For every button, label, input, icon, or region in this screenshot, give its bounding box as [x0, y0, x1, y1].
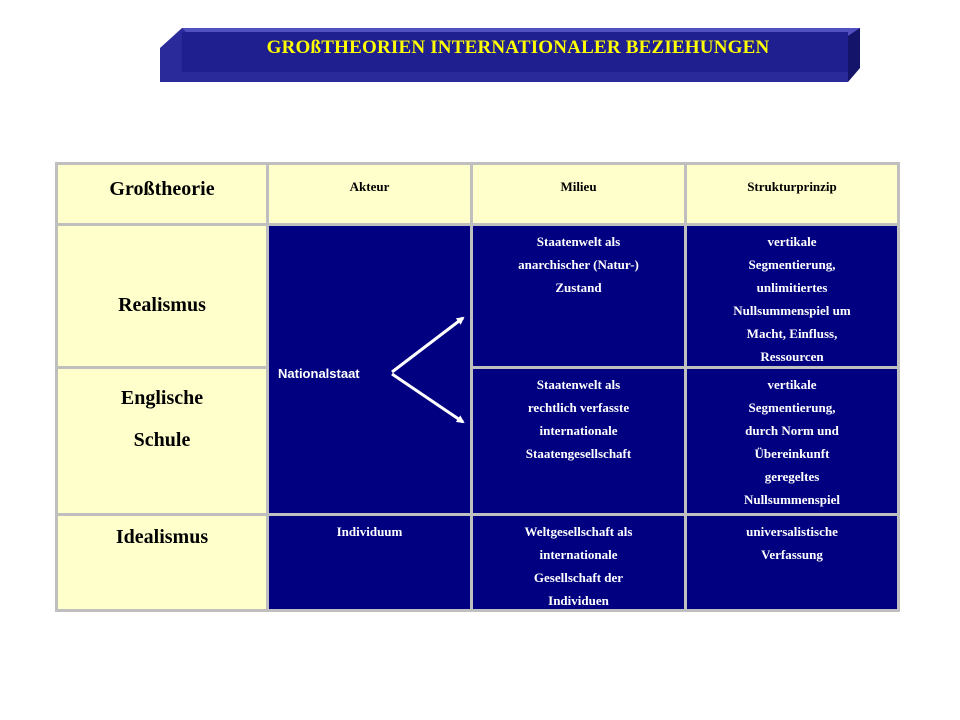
struktur-realismus-cell: vertikale Segmentierung, unlimitiertes Nullsummenspiel um Macht, Einfluss, Ressourcen — [687, 226, 897, 366]
header-strukturprinzip: Strukturprinzip — [687, 165, 897, 223]
theory-table — [55, 162, 900, 612]
header-akteur: Akteur — [269, 165, 470, 223]
header-grosstheorie: Großtheorie — [58, 165, 266, 223]
milieu-realismus-cell: Staatenwelt als anarchischer (Natur-) Zustand — [473, 226, 684, 366]
milieu-englische-schule-cell: Staatenwelt als rechtlich verfasste internationale Staatengesellschaft — [473, 369, 684, 513]
row-label-idealismus: Idealismus — [58, 516, 266, 609]
row-label-realismus: Realismus — [58, 226, 266, 366]
page-title: GROßTHEORIEN INTERNATIONALER BEZIEHUNGEN — [266, 37, 770, 58]
title-banner — [160, 28, 860, 82]
akteur-idealismus-cell: Individuum — [269, 516, 470, 609]
milieu-idealismus-cell: Weltgesellschaft als internationale Gesellschaft der Individuen — [473, 516, 684, 609]
header-milieu: Milieu — [473, 165, 684, 223]
struktur-englische-schule-cell: vertikale Segmentierung, durch Norm und Übereinkunft geregeltes Nullsummenspiel — [687, 369, 897, 513]
row-label-englische-schule: Englische Schule — [58, 369, 266, 513]
struktur-idealismus-cell: universalistische Verfassung — [687, 516, 897, 609]
nationalstaat-label: Nationalstaat — [278, 366, 360, 381]
